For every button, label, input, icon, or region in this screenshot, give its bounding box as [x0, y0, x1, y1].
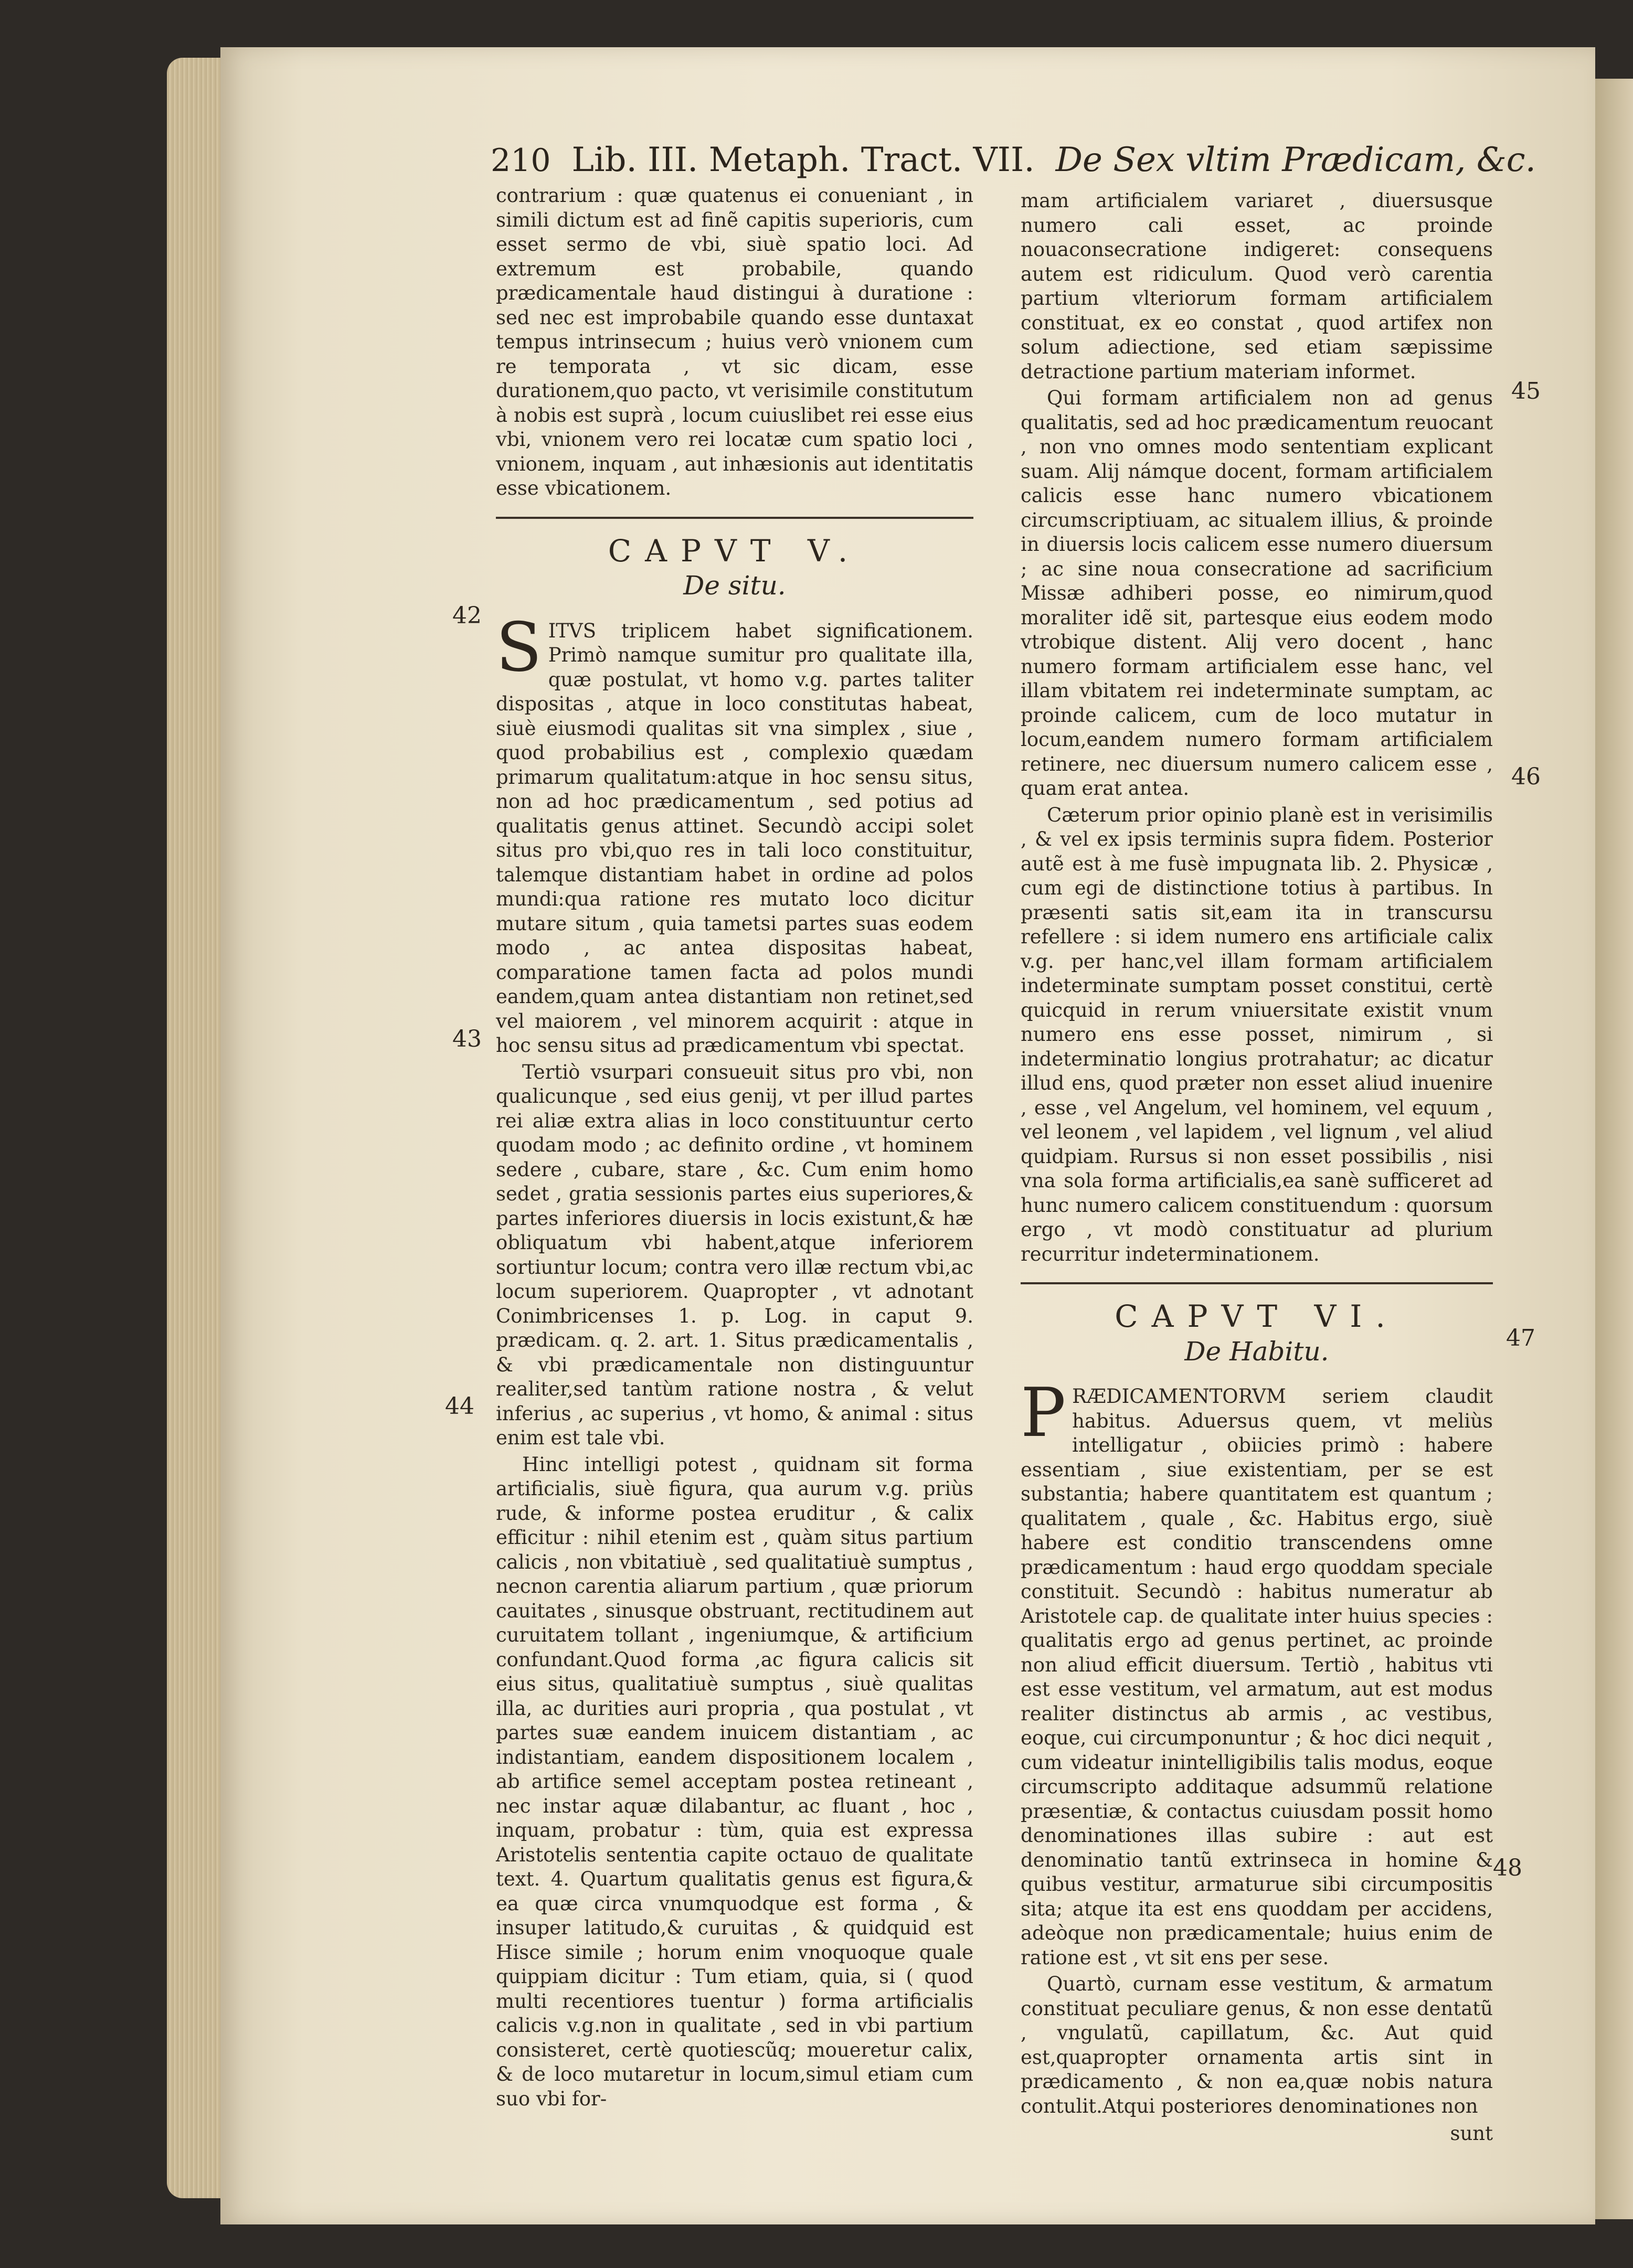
right-column — [1021, 189, 1493, 2146]
paragraph-46: Cæterum prior opinio planè est in verisimilis , & vel ex ipsis terminis supra fidem. Posterior autẽ est à me fusè impugnata lib. 2. Physicæ , cum egi de distinctione totius à partibus. In præsenti satis sit,eam ita in transcursu refellere : si idem numero ens artificiale calix v.g. per hanc,vel illam formam artificialem indeterminate sumptam posset constitui, certè quicquid in rerum vniuersitate existit vnum numero ens esse posset, nimirum , si indeterminatio longius protrahatur; ac dicatur illud ens, quod præter non esset aliud inuenire , esse , vel Angelum, vel hominem, vel equum , vel leonem , vel lapidem , vel lignum , vel aliud quidpiam. Rursus si non esset possibilis , nisi vna sola forma artificialis,ea sanè sufficeret ad hunc numero calicem constituendum : quorsum ergo , vt modò constituatur ad plurium recurritur indeterminationem. — [1021, 803, 1493, 1265]
margin-number-47: 47 — [1506, 1325, 1535, 1351]
paragraph-48: Quartò, curnam esse vestitum, & armatum constituat peculiare genus, & non esse dentatũ , vngulatũ, capillatum, &c. Aut quid est,quapropter ornamenta artis sint in prædicamento , & non ea,quæ nobis natura contulit.Atqui posteriores denominationes non — [1021, 1973, 1493, 2117]
right-top-paragraph: mam artificialem variaret , diuersusque numero cali esset, ac proinde nouaconsecratione indigeret: consequens autem est ridiculum. Quod verò carentia partium vlteriorum formam artificialem constituat, ex eo constat , quod artifex non solum adiectione, sed etiam sæpissime detractione partium materiam informet. — [1021, 189, 1493, 383]
section-divider — [1021, 1282, 1493, 1284]
paragraph-45: Qui formam artificialem non ad genus qualitatis, sed ad hoc prædicamentum reuocant , non vno omnes modo sententiam explicant suam. Alij námque docent, formam artificialem calicis esse hanc numero vbicationem circumscriptiuam, ac situalem illius, & proinde in diuersis locis calicem esse numero diuersum ; ac sine noua consecratione ad sacrificium Missæ adhiberi posse, eo nimirum,quod moraliter idẽ sit, partesque eius eodem modo vtrobique distent. Alij vero docent , hanc numero formam artificialem esse hanc, vel illam vbitatem rei indeterminate sumptam, ac proinde calicem, cum de loco mutatur in locum,eandem numero formam artificialem retinere, nec diuersum numero calicem esse , quam erat antea. — [1021, 387, 1493, 800]
book-reference: Lib. III. Metaph. Tract. VII. — [571, 141, 1035, 179]
chapter-subheading-v: De situ. — [683, 570, 786, 601]
margin-number-48: 48 — [1493, 1855, 1522, 1881]
chapter-heading-vi: CAPVT VI. — [1115, 1298, 1399, 1334]
paragraph-42-text: ITVS triplicem habet significationem. Primò namque sumitur pro qualitate illa, quæ postulat, vt homo v.g. partes taliter dispositas , atque in loco constitutas habeat, siuè eiusmodi qualitas sit vna simplex , siue , quod probabilius est , complexio quædam primarum qualitatum:atque in hoc sensu situs, non ad hoc prædicamentum , sed potius ad qualitatis genus attinet. Secundò accipi solet situs pro vbi,quo res in tali loco constituitur, talemque distantiam habet in ordine ad polos mundi:qua ratione res mutato loco dicitur mutare situm , quia tametsi partes suas eodem modo , ac antea dispositas habeat, comparatione tamen facta ad polos mundi eandem,quam antea distantiam non retinet,sed vel maiorem , vel minorem acquirit : atque in hoc sensu situs ad prædicamentum vbi spectat. — [496, 619, 973, 1057]
catchword: sunt — [1450, 2122, 1493, 2145]
running-head — [491, 141, 1536, 179]
paragraph-42 — [496, 608, 973, 1058]
left-column — [496, 184, 973, 2113]
paragraph-43: Tertiò vsurpari consueuit situs pro vbi, non qualicunque , sed eius genij, vt per illud partes rei aliæ extra alias in loco constituuntur certo quodam modo ; ac definito ordine , vt hominem sedere , cubare, stare , &c. Cum enim homo sedet , gratia sessionis partes eius superiores,& partes inferiores diuersis in locis existunt,& hæ obliquatum vbi habent,atque inferiorem sortiuntur locum; contra vero illæ rectum vbi,ac locum superiorem. Quapropter , vt adnotant Conimbricenses 1. p. Log. in caput 9. prædicam. q. 2. art. 1. Situs prædicamentalis , & vbi prædicamentale non distinguuntur realiter,sed tantùm ratione nostra , & velut inferius , ac superius , vt homo, & animal : situs enim est tale vbi. — [496, 1060, 973, 1449]
chapter-heading-v: CAPVT V. — [608, 533, 862, 569]
left-top-paragraph: contrarium : quæ quatenus ei conueniant , in simili dictum est ad finẽ capitis superioris, cum esset sermo de vbi, siuè spatio loci. Ad extremum est probabile, quando prædicamentale haud distingui à duratione : sed nec est improbabile quando esse duntaxat tempus intrinsecum ; huius verò vnionem cum re temporata , vt sic dicam, esse durationem,quo pacto, vt verisimile constitutum à nobis est suprà , locum cuiuslibet rei esse eius vbi, vnionem vero rei locatæ cum spatio loci , vnionem, inquam , aut inhæsionis aut identitatis esse vbicationem. — [496, 184, 973, 499]
page-number: 210 — [491, 142, 551, 179]
margin-number-44: 44 — [445, 1393, 474, 1420]
margin-number-45: 45 — [1511, 378, 1541, 404]
facing-page-edge — [1595, 79, 1633, 2219]
running-title: De Sex vltim Prædicam, &c. — [1055, 141, 1536, 179]
paragraph-47 — [1021, 1374, 1493, 1970]
paragraph-47-text: RÆDICAMENTORVM seriem claudit habitus. Aduersus quem, vt meliùs intelligatur , obiicies primò : habere essentiam , siue existentiam, per se est substantia; habere quantitatem est quantum ; qualitatem , quale , &c. Habitus ergo, siuè habere est conditio transcendens omne prædicamentum : haud ergo quoddam speciale constituit. Secundò : habitus numeratur ab Aristotele cap. de qualitate inter huius species : qualitatis ergo ad genus pertinet, ac proinde non aliud efficit diuersum. Tertiò , habitus vti est esse vestitum, vel armatum, aut est modus realiter distinctus ab armis , ac vestibus, eoque, cui circumponuntur ; & hoc dici nequit , cum videatur inintelligibilis talis modus, eoque circumscripto additaque adsummũ relatione præsentiæ, & contactus cuiusdam possit homo denominationes illas subire : aut est denominatio tantũ extrinseca in homine & quibus vestitur, armaturue sibi circumpositis sita; atque ita est ens quoddam per accidens, adeòque non prædicamentale; huius enim de ratione est , vt sit ens per sese. — [1021, 1385, 1493, 1969]
book-page-edges — [167, 58, 225, 2198]
margin-number-46: 46 — [1511, 763, 1541, 790]
margin-number-43: 43 — [452, 1026, 482, 1052]
drop-capital: S — [496, 608, 542, 687]
chapter-subheading-vi: De Habitu. — [1184, 1336, 1329, 1367]
section-divider — [496, 517, 973, 519]
paragraph-44: Hinc intelligi potest , quidnam sit forma artificialis, siuè figura, qua aurum v.g. priùs rude, & informe postea eruditur , & calix efficitur : nihil etenim est , quàm situs partium calicis , non vbitatiuè , sed qualitatiuè sumptus , necnon carentia aliarum partium , quæ priorum cauitates , sinusque obstruant, rectitudinem aut curuitatem tollant , ingeniumque, & artificium confundant.Quod forma ,ac figura calicis sit eius situs, qualitatiuè sumptus , siuè qualitas illa, ac durities auri propria , qua postulat , vt partes suæ eandem inuicem distantiam , ac indistantiam, eandem dispositionem localem , ab artifice semel acceptam postea retineant , nec instar aquæ dilabantur, ac fluant , hoc , inquam, probatur : tùm, quia est expressa Aristotelis sententia capite octauo de qualitate text. 4. Quartum qualitatis genus est figura,& ea quæ circa vnumquodque est forma , & insuper latitudo,& curuitas , & quidquid est Hisce simile ; horum enim vnoquoque quale quippiam dicitur : Tum etiam, quia, si ( quod multi recentiores tuentur ) forma artificialis calicis v.g.non in qualitate , sed in vbi partium consisteret, certè quotiescũq; moueretur calix, & de loco mutaretur in locum,simul etiam cum suo vbi for- — [496, 1453, 973, 2110]
margin-number-42: 42 — [452, 602, 482, 629]
drop-capital: P — [1021, 1374, 1066, 1452]
